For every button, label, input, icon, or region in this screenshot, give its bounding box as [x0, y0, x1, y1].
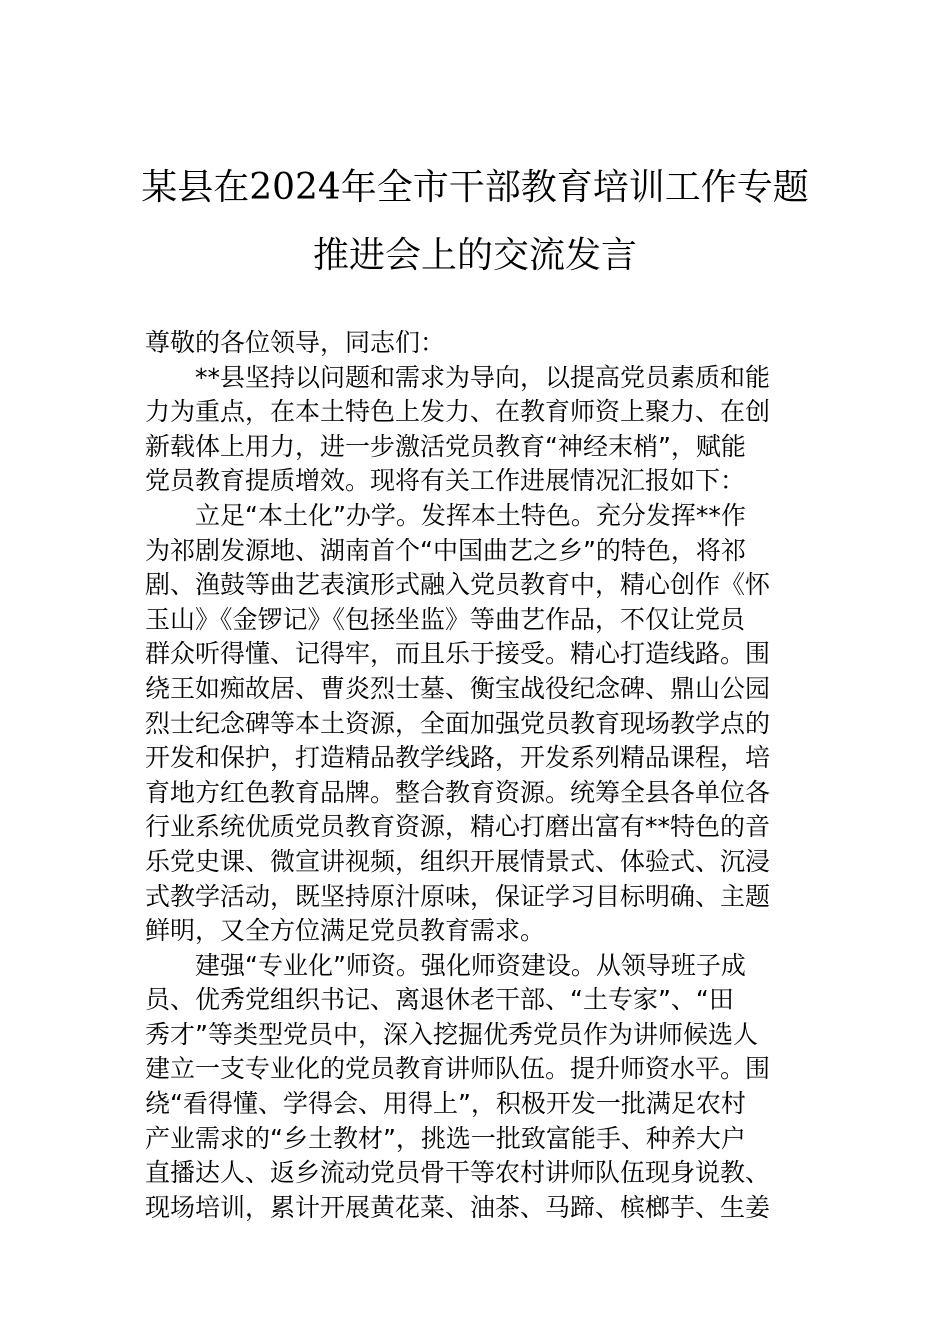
body-line: 直播达人、返乡流动党员骨干等农村讲师队伍现身说教、 — [145, 1158, 771, 1188]
body-line: 力为重点，在本土特色上发力、在教育师资上聚力、在创 — [145, 397, 771, 427]
document-title-line-2: 推进会上的交流发言 — [312, 235, 637, 276]
body-line: 建立一支专业化的党员教育讲师队伍。提升师资水平。围 — [145, 1054, 771, 1084]
body-line: 新载体上用力，进一步激活党员教育“神经末梢”，赋能 — [145, 431, 746, 461]
body-line: **县坚持以问题和需求为导向，以提高党员素质和能 — [195, 362, 771, 392]
body-line: 剧、渔鼓等曲艺表演形式融入党员教育中，精心创作《怀 — [145, 570, 771, 600]
body-line: 绕“看得懂、学得会、用得上”，积极开发一批满足农村 — [145, 1089, 746, 1119]
body-line: 群众听得懂、记得牢，而且乐于接受。精心打造线路。围 — [145, 639, 771, 669]
body-line: 鲜明，又全方位满足党员教育需求。 — [145, 916, 546, 946]
body-line: 为祁剧发源地、湖南首个“中国曲艺之乡”的特色，将祁 — [145, 535, 746, 565]
document-body — [145, 326, 813, 1225]
body-line: 开发和保护，打造精品教学线路，开发系列精品课程，培 — [145, 743, 771, 773]
body-line: 绕王如痴故居、曹炎烈士墓、衡宝战役纪念碑、鼎山公园 — [145, 673, 771, 703]
body-line: 现场培训，累计开展黄花菜、油茶、马蹄、槟榔芋、生姜 — [145, 1192, 771, 1222]
body-line: 党员教育提质增效。现将有关工作进展情况汇报如下： — [145, 466, 746, 496]
body-line: 玉山》《金锣记》《包拯坐监》等曲艺作品，不仅让党员 — [145, 604, 746, 634]
body-line: 乐党史课、微宣讲视频，组织开展情景式、体验式、沉浸 — [145, 846, 771, 876]
body-line: 烈士纪念碑等本土资源，全面加强党员教育现场教学点的 — [145, 708, 771, 738]
body-line: 产业需求的“乡土教材”，挑选一批致富能手、种养大户 — [145, 1123, 746, 1153]
body-line: 秀才”等类型党员中，深入挖掘优秀党员作为讲师候选人 — [145, 1019, 758, 1049]
body-line: 行业系统优质党员教育资源，精心打磨出富有**特色的音 — [145, 812, 771, 842]
body-line: 建强“专业化”师资。强化师资建设。从领导班子成 — [195, 950, 746, 980]
body-line: 式教学活动，既坚持原汁原味，保证学习目标明确、主题 — [145, 881, 771, 911]
body-line: 育地方红色教育品牌。整合教育资源。统筹全县各单位各 — [145, 777, 771, 807]
document-title-line-1: 某县在2024年全市干部教育培训工作专题 — [141, 167, 809, 208]
body-line: 立足“本土化”办学。发挥本土特色。充分发挥**作 — [195, 500, 746, 530]
body-line: 员、优秀党组织书记、离退休老干部、“土专家”、“田 — [145, 985, 734, 1015]
salutation-line: 尊敬的各位领导，同志们： — [145, 328, 446, 357]
